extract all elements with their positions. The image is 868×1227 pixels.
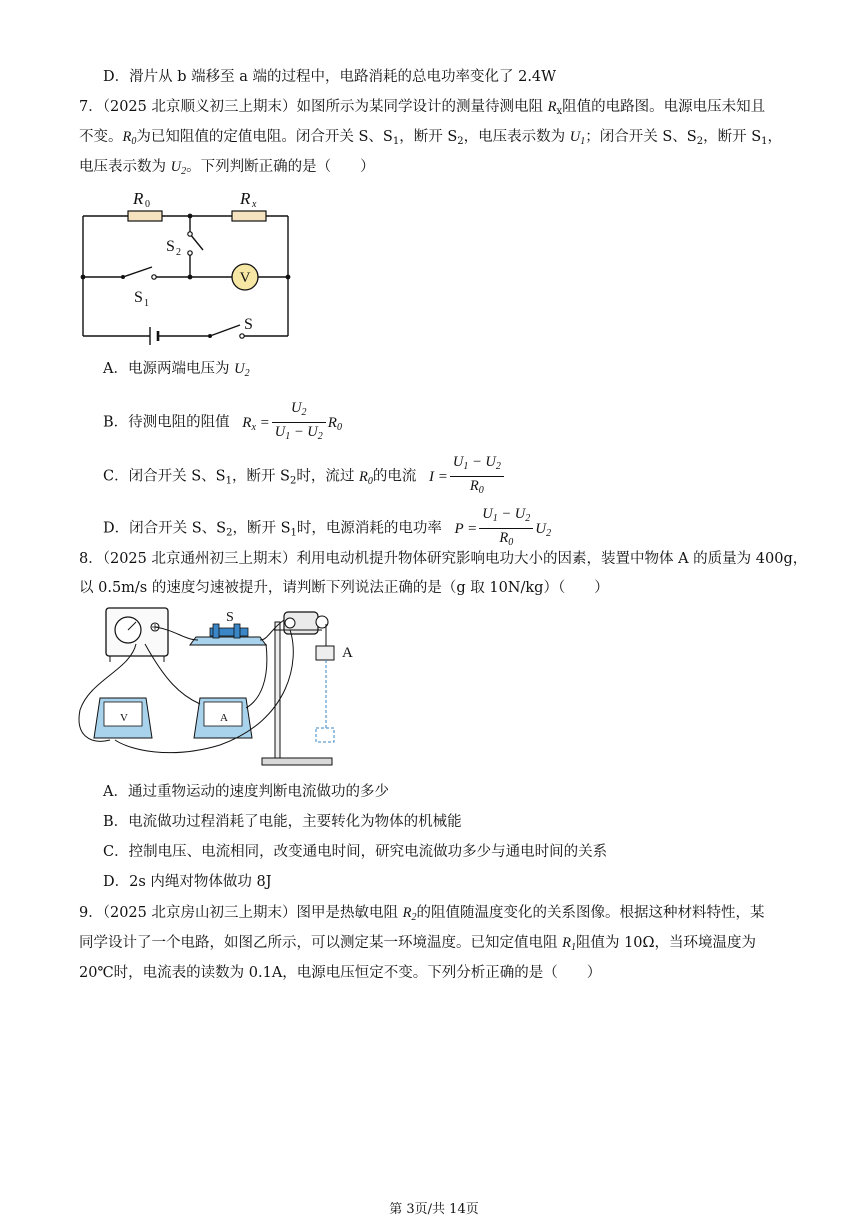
q8-apparatus-diagram <box>70 600 370 775</box>
q8-option-b: B．电流做功过程消耗了电能，主要转化为物体的机械能 <box>103 814 462 830</box>
r0-resistor <box>128 211 162 221</box>
s-label: S <box>244 316 253 333</box>
q8-stem-line-1: 8．（2025 北京通州初三上期末）利用电动机提升物体研究影响电功大小的因素，装置中物体 A 的质量为 400g， <box>79 551 808 567</box>
q7-option-c: C．闭合开关 S、$S_1$，断开 $S_2$时，流过 $R_0$的电流 I = $\frac{U_1 - U_2}{R_0}$ <box>103 453 506 500</box>
q8-option-a: A．通过重物运动的速度判断电流做功的多少 <box>103 784 389 800</box>
svg-text:2: 2 <box>176 247 181 258</box>
ammeter-label: A <box>220 712 228 724</box>
svg-text:x: x <box>252 199 257 210</box>
svg-text:V: V <box>239 270 251 286</box>
q9-stem-line-1: 9．（2025 北京房山初三上期末）图甲是热敏电阻 $R_2$的阻值随温度变化的关系图像。根据这种材料特性，某 <box>79 905 765 923</box>
q7-stem-line-2: 不变。$R_0$为已知阻值的定值电阻。闭合开关 S、$S_1$，断开 $S_2$，电压表示数为 $U_1$；闭合开关 S、$S_2$，断开 $S_1$， <box>79 129 783 147</box>
q7-stem-line-3: 电压表示数为 $U_2$。下列判断正确的是（ ） <box>79 159 375 177</box>
q7-option-b: B．待测电阻的阻值 $R_x$ = $\frac{U_2}{U_1 - U_2}$ $R_0$ <box>103 400 342 442</box>
q8-option-c: C．控制电压、电流相同，改变通电时间，研究电流做功多少与通电时间的关系 <box>103 844 608 860</box>
q7-option-a: A．电源两端电压为 $U_2$ <box>103 361 250 379</box>
switch-s-label: S <box>226 610 234 625</box>
q9-stem-line-2: 同学设计了一个电路，如图乙所示，可以测定某一环境温度。已知定值电阻 $R_1$阻值为 10Ω，当环境温度为 <box>79 935 757 953</box>
rx-resistor <box>232 211 266 221</box>
s2-label: S <box>166 238 175 255</box>
rx-label: R <box>240 189 251 208</box>
voltmeter-label: V <box>120 712 128 724</box>
q8-stem-line-2: 以 0.5m/s 的速度匀速被提升，请判断下列说法正确的是（g 取 10N/kg）（ ） <box>79 580 609 596</box>
q7-stem-line-1: 7．（2025 北京顺义初三上期末）如图所示为某同学设计的测量待测电阻 $R_x$阻值的电路图。电源电压未知且 <box>79 99 766 117</box>
q8-option-d: D．2s 内绳对物体做功 8J <box>103 874 272 890</box>
svg-text:1: 1 <box>144 298 149 309</box>
object-a-label: A <box>342 645 353 661</box>
q6-option-d: D．滑片从 b 端移至 a 端的过程中，电路消耗的总电功率变化了 2.4W <box>103 69 557 85</box>
q7-option-d: D．闭合开关 S、$S_2$，断开 $S_1$时，电源消耗的电功率 P = $\frac{U_1 - U_2}{R_0}$ $U_2$ <box>103 506 552 548</box>
q9-stem-line-3: 20℃时，电流表的读数为 0.1A，电源电压恒定不变。下列分析正确的是（ ） <box>79 965 602 981</box>
s1-label: S <box>134 289 143 306</box>
r0-label: R <box>133 189 144 208</box>
q7-circuit-diagram <box>70 180 310 350</box>
page-footer: 第 3页/共 14页 <box>389 1202 479 1217</box>
svg-text:0: 0 <box>145 199 150 210</box>
